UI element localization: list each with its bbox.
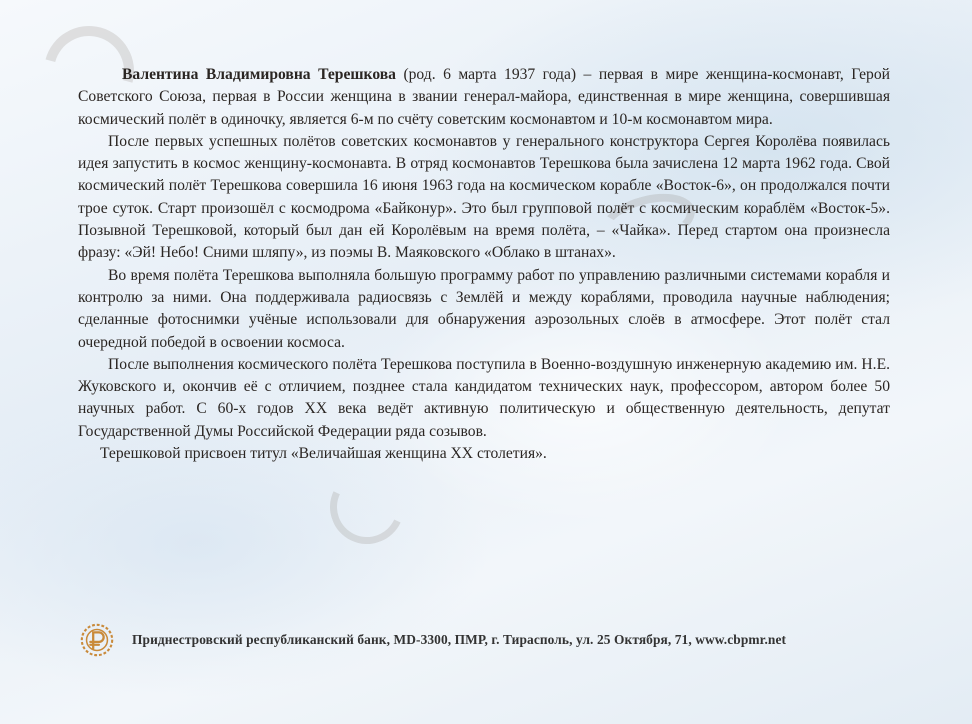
paragraph-flight: После первых успешных полётов советских космонавтов у генерального конструктора Сергея Королёва появилась идея запустить в космос женщину-космонавта. В отряд космонавтов Терешкова была зачислена 12 марта 1962 года. Свой космический полёт Терешкова совершила 16 июня 1963 года на космическом корабле «Восток-6», он продолжался почти трое суток. Старт произошёл с космодрома «Байконур». Это был групповой полёт с космическим кораблём «Восток-5». Позывной Терешковой, который был дан ей Королёвым на время полёта, – «Чайка». Перед стартом она произнесла фразу: «Эй! Небо! Сними шляпу», из поэмы В. Маяковского «Облако в штанах». — [78, 132, 890, 262]
paragraph-title: Терешковой присвоен титул «Величайшая женщина XX столетия». — [100, 445, 547, 463]
biography-text — [78, 64, 890, 465]
bank-ruble-logo-icon — [78, 621, 116, 659]
paragraph-intro — [78, 64, 890, 131]
footer — [78, 620, 898, 660]
footer-address: Приднестровский республиканский банк, MD-3300, ПМР, г. Тирасполь, ул. 25 Октября, 71, www.cbpmr.net — [132, 632, 787, 647]
paragraph-career: После выполнения космического полёта Терешкова поступила в Военно-воздушную инженерную академию им. Н.Е. Жуковского и, окончив её с отличием, позднее стала кандидатом технических наук, профессором, автором более 50 научных работ. С 60-х годов XX века ведёт активную политическую и общественную деятельность, депутат Государственной Думы Российской Федерации ряда созывов. — [78, 355, 890, 440]
paragraph-text: (род. 6 марта 1937 года) – первая в мире женщина-космонавт, Герой Советского Союза, первая в России женщина в звании генерал-майора, единственная в мире женщина, совершившая космический полёт в одиночку, является 6-м по счёту советским космонавтом и 10-м космонавтом мира. — [78, 66, 890, 128]
decorative-swirl — [320, 460, 415, 555]
subject-name: Валентина Владимировна Терешкова — [122, 66, 396, 83]
paragraph-mission: Во время полёта Терешкова выполняла большую программу работ по управлению различными системами корабля и контролю за ними. Она поддерживала радиосвязь с Землёй и между кораблями, проводила научные наблюдения; сделанные фотоснимки учёные использовали для обнаружения аэрозольных слоёв в атмосфере. Этот полёт стал очередной победой в освоении космоса. — [78, 266, 890, 351]
